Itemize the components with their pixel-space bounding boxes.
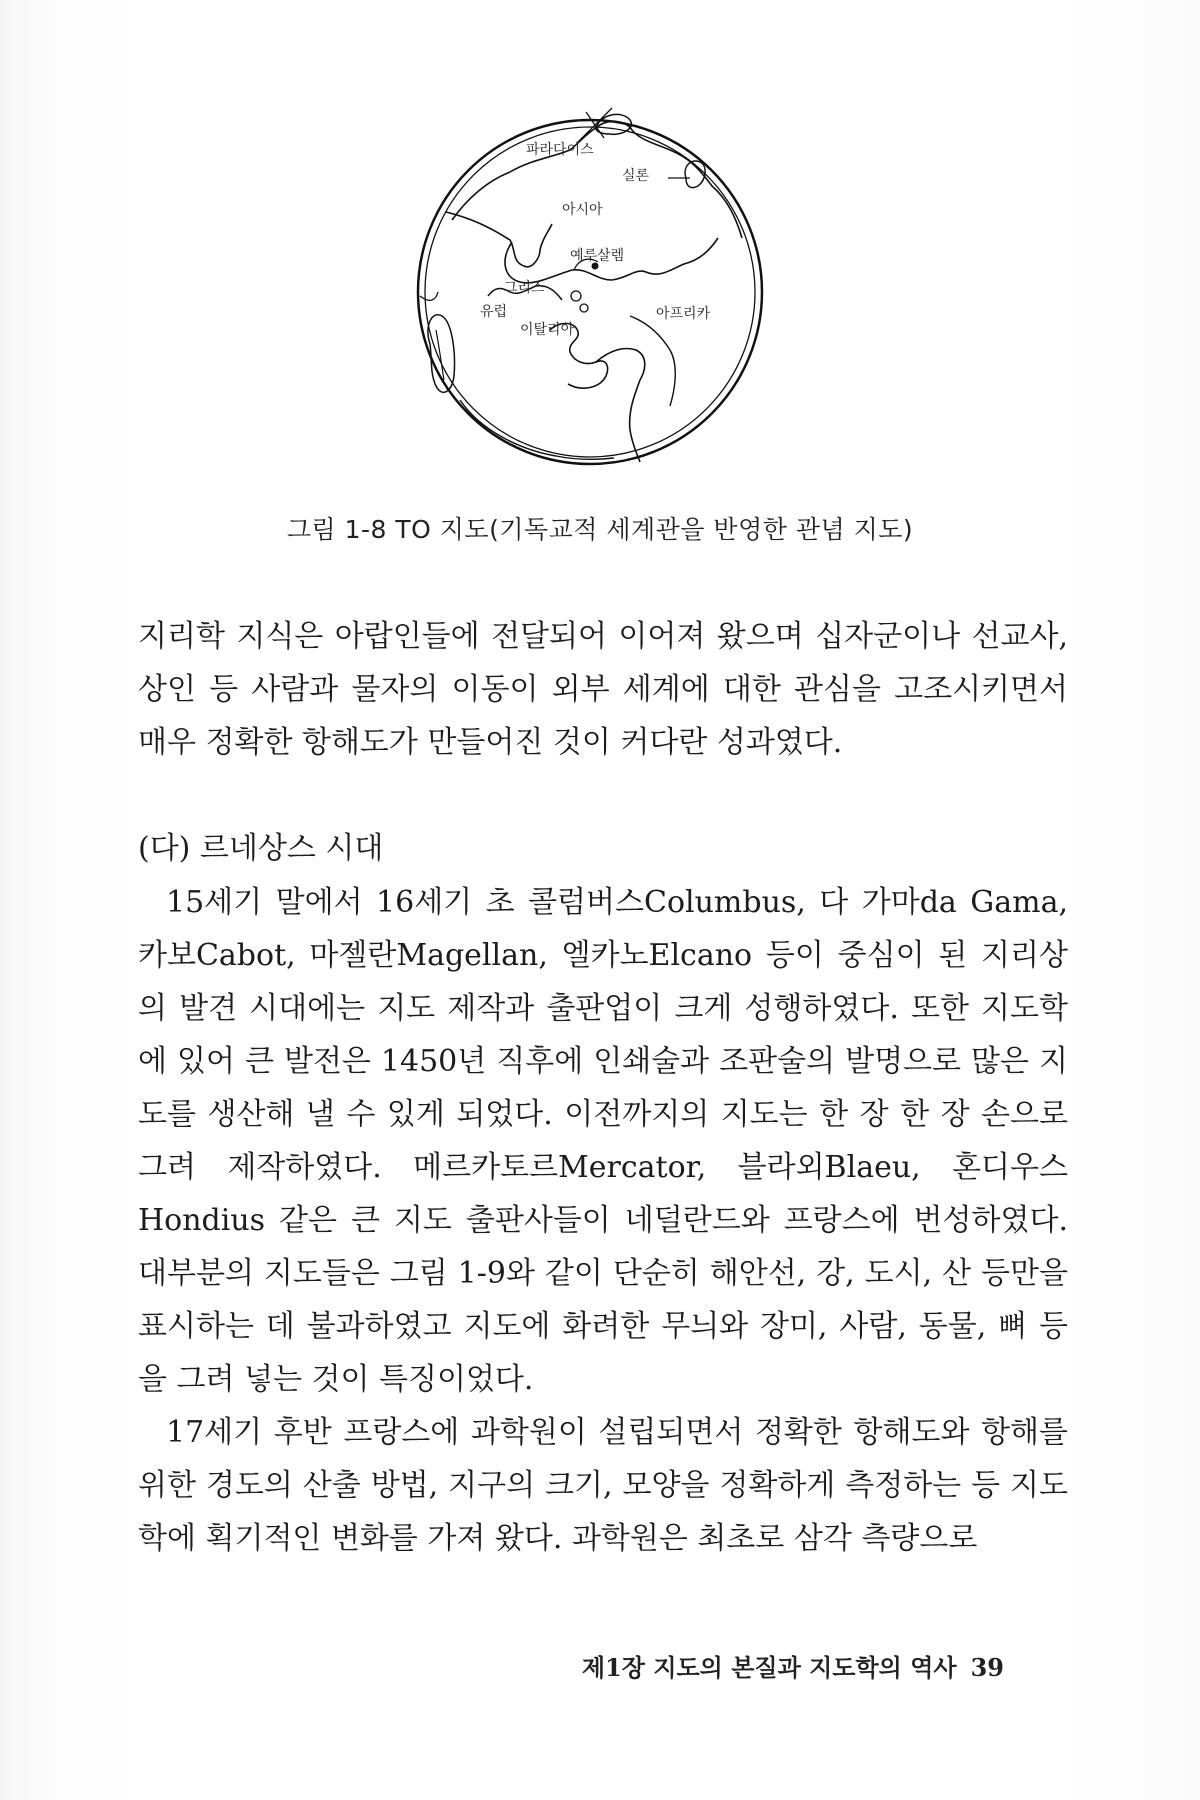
africa-boundary bbox=[596, 349, 645, 463]
running-footer bbox=[582, 1648, 1004, 1683]
italy-label: 이탈리아 bbox=[520, 322, 575, 338]
paragraph-academy-of-sciences bbox=[138, 1406, 1068, 1565]
to-map-figure bbox=[400, 100, 780, 480]
section-heading-renaissance: (다) 르네상스 시대 bbox=[138, 831, 384, 866]
africa-label: 아프리카 bbox=[656, 306, 711, 322]
figure-caption: 그림 1-8 TO 지도(기독교적 세계관을 반영한 관념 지도) bbox=[286, 515, 914, 544]
paragraph-text: 지리학 지식은 아랍인들에 전달되어 이어져 왔으며 십자군이나 선교사, 상인 등 사람과 물자의 이동이 외부 세계에 대한 관심을 고조시키면서 매우 정확한 항해도가 만들어진 것이 커다란 성과였다. bbox=[138, 619, 1068, 760]
paragraph-text: 15세기 말에서 16세기 초 콜럼버스Columbus, 다 가마da Gama, 카보Cabot, 마젤란Magellan, 엘카노Elcano 등이 중심이 된 지리상의 발견 시대에는 지도 제작과 출판업이 크게 성행하였다. 또한 지도학에 있어 큰 발전은 1450년 직후에 인쇄술과 조판술의 발명으로 많은 지도를 생산해 낼 수 있게 되었다. 이전까지의 지도는 한 장 한 장 손으로 그려 제작하였다. 메르카토르Mercator, 블라외Blaeu, 혼디우스Hondius 같은 큰 지도 출판사들이 네덜란드와 프랑스에 번성하였다. 대부분의 지도들은 그림 1-9와 같이 단순히 해안선, 강, 도시, 산 등만을 표시하는 데 불과하였고 지도에 화려한 무늬와 장미, 사람, 동물, 뼈 등을 그려 넣는 것이 특징이었다. bbox=[138, 885, 1068, 1397]
greek-island-1 bbox=[571, 291, 581, 301]
south-coastline bbox=[460, 400, 614, 459]
north-coastline bbox=[452, 121, 742, 238]
to-map-illustration bbox=[400, 100, 780, 480]
europe-label: 유럽 bbox=[480, 304, 508, 320]
africa-inner-coast bbox=[630, 316, 675, 406]
jerusalem-label: 예루살렘 bbox=[570, 248, 625, 264]
paragraph-age-of-discovery bbox=[138, 876, 1068, 1406]
chapter-title: 제1장 지도의 본질과 지도학의 역사 bbox=[581, 1653, 957, 1682]
paradise-label: 파라다이스 bbox=[526, 142, 594, 158]
asia-europe-boundary bbox=[446, 212, 552, 267]
page-number: 39 bbox=[970, 1653, 1004, 1682]
paragraph-text: 17세기 후반 프랑스에 과학원이 설립되면서 정확한 항해도와 항해를 위한 경도의 산출 방법, 지구의 크기, 모양을 정확하게 측정하는 등 지도학에 획기적인 변화를 가져 왔다. 과학원은 최초로 삼각 측량으로 bbox=[138, 1415, 1068, 1556]
western-coast bbox=[420, 292, 438, 300]
asia-label: 아시아 bbox=[562, 202, 603, 218]
paradise-cross bbox=[578, 108, 612, 142]
greece-label: 그리스 bbox=[504, 280, 545, 296]
greek-island-2 bbox=[580, 304, 588, 312]
paragraph-geography-knowledge bbox=[138, 610, 1068, 769]
ceylon-label: 실론 bbox=[622, 168, 650, 184]
